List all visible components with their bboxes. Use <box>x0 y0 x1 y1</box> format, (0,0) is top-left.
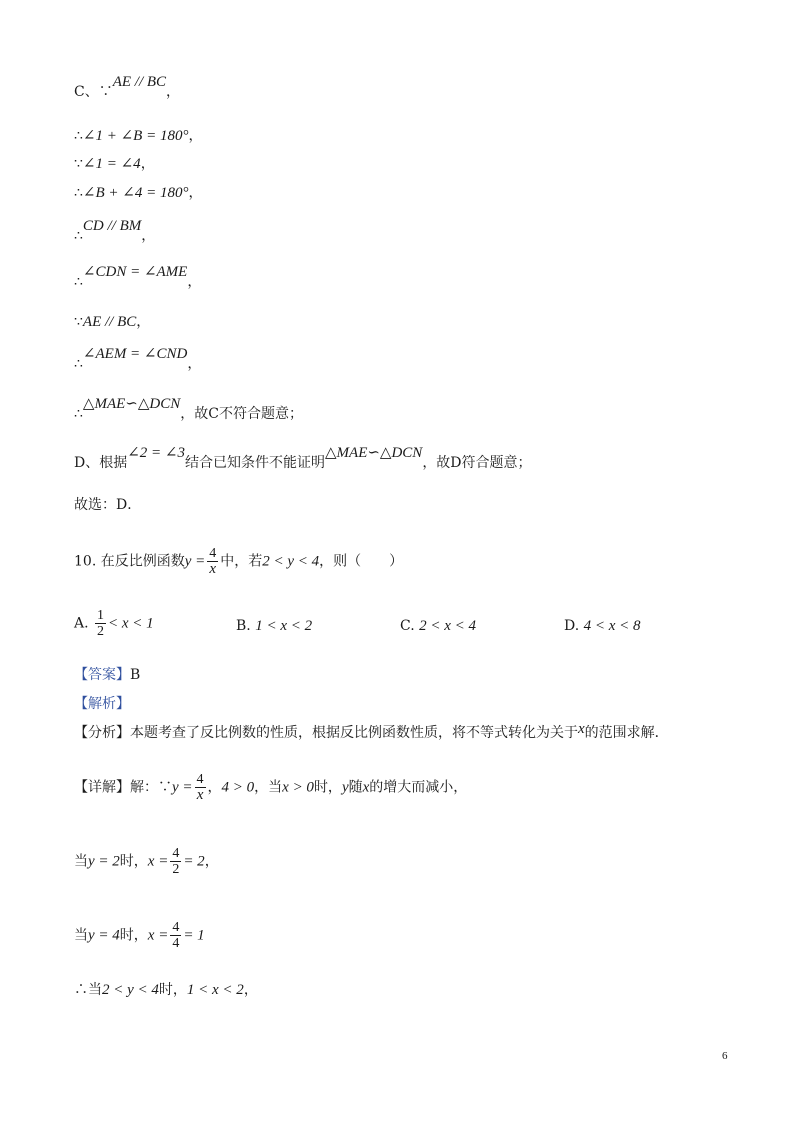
proof-line-prefix: ∵ <box>74 314 83 330</box>
proof-line-6 <box>74 264 202 292</box>
math-expression: ∠1 = ∠4 <box>82 156 141 172</box>
math-variable: y <box>341 779 349 796</box>
proof-line-suffix: ， <box>188 185 203 201</box>
page-number: 6 <box>722 1050 728 1062</box>
option-c <box>400 616 476 636</box>
proof-line-3 <box>74 154 155 174</box>
fraction-denominator: x <box>196 787 204 803</box>
fraction-denominator: 2 <box>97 624 105 639</box>
math-expression: y = <box>184 553 206 570</box>
text: ， <box>243 982 258 998</box>
math-expression: x = <box>147 853 169 870</box>
text: ，故D符合题意； <box>422 455 532 471</box>
option-label: B. <box>236 618 251 634</box>
option-label: D. <box>564 618 580 634</box>
math-expression: = 1 <box>183 927 205 944</box>
fraction <box>95 608 106 639</box>
question-10 <box>74 546 403 577</box>
math-expression: ∠AEM = ∠CND <box>82 346 188 362</box>
text: 解：∵ <box>130 779 172 796</box>
question-text: 中，若 <box>220 553 263 570</box>
fraction-numerator: 4 <box>172 846 180 861</box>
proof-line-1 <box>74 74 181 102</box>
fenxi-tag: 【分析】 <box>74 725 130 741</box>
proof-line-prefix: C、∵ <box>74 84 113 100</box>
choice-line: 故选：D． <box>74 497 142 513</box>
option-label: A. <box>74 615 89 632</box>
math-expression: △MAE∽△DCN <box>82 396 181 412</box>
proof-line-suffix: ， <box>187 274 202 290</box>
math-expression: CD // BM <box>82 218 142 234</box>
math-expression: AE // BC <box>82 314 137 330</box>
text: 当 <box>74 853 88 870</box>
text: 时， <box>313 779 342 796</box>
math-expression: △MAE∽△DCN <box>325 445 423 461</box>
option-b <box>236 616 312 636</box>
option-d-reasoning <box>74 445 532 473</box>
math-expression: 4 > 0 <box>221 779 255 796</box>
fenxi-text: 本题考查了反比例数的性质，根据反比例函数性质，将不等式转化为关于 <box>130 725 578 741</box>
option-d <box>564 616 641 636</box>
math-expression: 1 < x < 2 <box>255 618 313 634</box>
text: 时， <box>158 982 187 998</box>
proof-line-9 <box>74 396 303 424</box>
fraction-denominator: x <box>209 561 217 577</box>
option-label: C. <box>400 618 415 634</box>
text: 结合已知条件不能证明 <box>185 455 325 471</box>
math-expression: ∠2 = ∠3 <box>127 445 185 461</box>
detail-line <box>74 772 467 803</box>
proof-line-2 <box>74 126 202 146</box>
answer-value: B <box>130 667 141 683</box>
fraction-numerator: 4 <box>209 546 217 561</box>
math-expression: x > 0 <box>282 779 314 796</box>
text: D、根据 <box>74 455 128 471</box>
analysis-tag: 【解析】 <box>74 696 130 712</box>
proof-line-prefix: ∵ <box>74 156 83 172</box>
fenxi-line <box>74 723 669 743</box>
math-expression: x = <box>147 927 169 944</box>
fraction-numerator: 1 <box>97 608 105 623</box>
analysis-heading <box>74 694 130 714</box>
fraction-denominator: 4 <box>172 936 180 951</box>
math-expression: 4 < x < 8 <box>583 618 641 634</box>
question-text: 10. 在反比例函数 <box>74 553 185 570</box>
math-variable: x <box>578 721 585 737</box>
proof-line-suffix: ， <box>187 356 202 372</box>
proof-line-7 <box>74 312 150 332</box>
proof-line-suffix: ， <box>188 128 203 144</box>
math-expression: ∠CDN = ∠AME <box>82 264 188 280</box>
math-expression: < x < 1 <box>108 615 154 632</box>
answer-line <box>74 665 140 685</box>
proof-line-5 <box>74 218 156 246</box>
fraction <box>170 920 181 951</box>
fraction <box>170 846 181 877</box>
text: 时， <box>119 927 148 944</box>
text: 时， <box>119 853 148 870</box>
option-a <box>74 608 154 639</box>
case-y-equals-2 <box>74 846 219 877</box>
text: ， <box>207 779 222 796</box>
conclusion-line <box>74 980 258 1000</box>
math-expression: 2 < x < 4 <box>419 618 477 634</box>
text: ，当 <box>254 779 283 796</box>
answer-tag: 【答案】 <box>74 667 130 683</box>
text: 随 <box>348 779 363 796</box>
fraction <box>195 772 206 803</box>
fraction-denominator: 2 <box>172 862 180 877</box>
proof-line-suffix: ，故C不符合题意； <box>180 406 303 422</box>
proof-line-prefix: ∴ <box>74 228 83 244</box>
math-expression: y = 4 <box>88 927 120 944</box>
proof-line-8 <box>74 346 202 374</box>
proof-line-4 <box>74 183 202 203</box>
math-expression: ∠B + ∠4 = 180° <box>82 185 189 201</box>
text: 的增大而减小， <box>369 779 468 796</box>
math-expression: 2 < y < 4 <box>262 553 320 570</box>
math-expression: 1 < x < 2 <box>186 982 244 998</box>
math-expression: y = 2 <box>88 853 120 870</box>
case-y-equals-4 <box>74 920 205 951</box>
proof-line-prefix: ∴ <box>74 274 83 290</box>
text: ， <box>204 853 219 870</box>
fraction-numerator: 4 <box>172 920 180 935</box>
detail-tag: 【详解】 <box>74 779 130 796</box>
proof-line-prefix: ∴ <box>74 356 83 372</box>
math-variable: x <box>362 779 370 796</box>
math-expression: y = <box>172 779 193 796</box>
proof-line-prefix: ∴ <box>74 185 83 201</box>
math-expression: AE // BC <box>112 74 167 90</box>
text: ∴当 <box>74 982 102 998</box>
text: 当 <box>74 927 88 944</box>
proof-line-suffix: ， <box>140 156 155 172</box>
math-expression: ∠1 + ∠B = 180° <box>82 128 189 144</box>
proof-line-prefix: ∴ <box>74 406 83 422</box>
fraction-numerator: 4 <box>196 772 204 787</box>
fenxi-text: 的范围求解． <box>584 725 669 741</box>
proof-line-prefix: ∴ <box>74 128 83 144</box>
math-expression: = 2 <box>183 853 205 870</box>
fraction <box>207 546 218 577</box>
proof-line-suffix: ， <box>141 228 156 244</box>
proof-line-suffix: ， <box>136 314 151 330</box>
math-expression: 2 < y < 4 <box>102 982 159 998</box>
proof-line-suffix: ， <box>166 84 181 100</box>
question-text: ，则（ ） <box>319 553 404 570</box>
